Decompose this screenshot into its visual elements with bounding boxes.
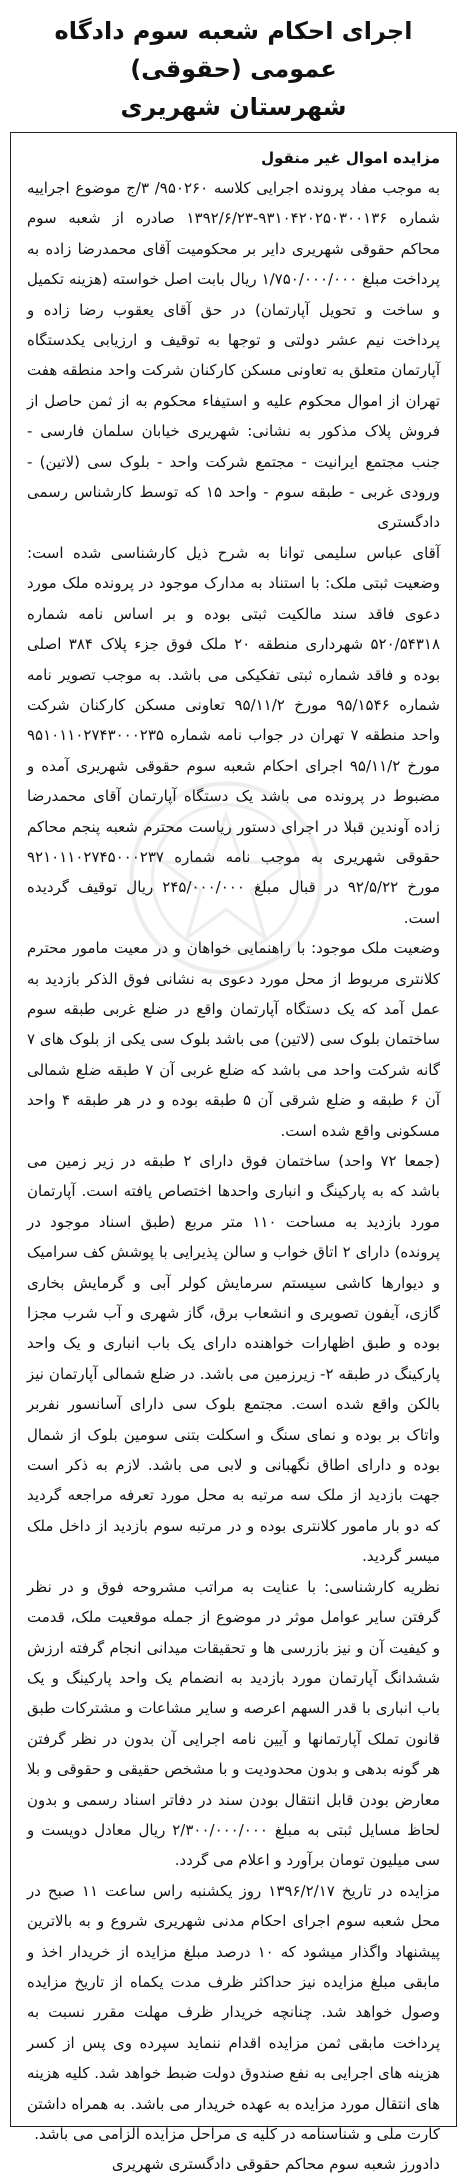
notice-paragraph-auction-terms: مزایده در تاریخ ۱۳۹۶/۲/۱۷ روز یکشنبه راس ساعت ۱۱ صبح در محل شعبه سوم اجرای احکام مدنی شهریری شروع و به بالاترین پیشنهاد واگذار میشود که ۱۰ درصد مبلغ مزایده از خریدار اخذ و مابقی مبلغ مزایده نیز حداکثر ظرف مدت یکماه از تاریخ مزایده وصول خواهد شد. چنانچه خریدار ظرف مهلت مقرر نسبت به پرداخت مابقی ثمن مزایده اقدام ننماید سپرده وی پس از کسر هزینه های اجرایی به نفع صندوق دولت ضبط خواهد شد. کلیه هزینه های انتقال مورد مزایده به عهده خریدار می باشد. به همراه داشتن کارت ملی و شناسنامه در کلیه ی مراحل مزایده الزامی می باشد. (27, 1881, 441, 2143)
notice-title: مزایده اموال غیر منقول (261, 149, 440, 167)
notice-paragraph-property-status: وضعیت ملک موجود: با راهنمایی خواهان و در معیت مامور محترم کلانتری مربوط از محل مورد دعوی به نشانی فوق الذکر بازدید به عمل آمد که یک دستگاه آپارتمان واقع در ضلع غربی طبقه سوم ساختمان بلوک سی (لاتین) می باشد بلوک سی یکی از بلوک های ۷ گانه شرکت واحد می باشد که ضلع غربی آن ۷ طبقه ضلع شمالی آن ۶ طبقه و ضلع شرقی آن ۵ طبقه بوده و در هر طبقه ۴ واحد مسکونی واقع شده است. (27, 939, 441, 1140)
notice-paragraph-intro: به موجب مفاد پرونده اجرایی کلاسه ۹۵۰۲۶۰/ ۳/ج موضوع اجراییه شماره ۹۳۱۰۴۲۰۲۵۰۳۰۰۱۳۶-۱۳۹۲/۶/۲۳ صادره از شعبه سوم محاکم حقوقی شهریری دایر بر محکومیت آقای محمدرضا زاده به پرداخت مبلغ ۱/۷۵۰/۰۰۰/۰۰۰ ریال بابت اصل خواسته (هزینه تکمیل و ساخت و تحویل آپارتمان) در حق آقای یعقوب رضا زاده و پرداخت نیم عشر دولتی و توجها به توقیف و ارزیابی یکدستگاه آپارتمان متعلق به تعاونی مسکن کارکنان شرکت واحد منطقه هفت تهران از اموال محکوم علیه و استیفاء محکوم به از ثمن حاصل از فروش پلاک مذکور به نشانی: شهریری خیابان سلمان فارسی - جنب مجتمع ایرانیت - مجتمع شرکت واحد - بلوک سی (لاتین) - ورودی غربی - طبقه سوم - واحد ۱۵ که توسط کارشناس رسمی دادگستری (27, 179, 440, 532)
notice-paragraph-registration: آقای عباس سلیمی توانا به شرح ذیل کارشناسی شده است: وضعیت ثبتی ملک: با استناد به مدارک موجود در پرونده ملک مورد دعوی فاقد سند مالکیت ثبتی بوده و بر اساس نامه شماره ۵۲۰/۵۴۳۱۸ شهرداری منطقه ۲۰ ملک فوق جزء پلاک ۳۸۴ اصلی بوده و فاقد شماره ثبتی تفکیکی می باشد. به موجب تصویر نامه شماره ۹۵/۱۵۴۶ مورخ ۹۵/۱۱/۲ تعاونی مسکن کارکنان شرکت واحد منطقه ۷ تهران در جواب نامه شماره ۹۵۱۰۱۱۰۲۷۴۳۰۰۰۲۳۵ مورخ ۹۵/۱۱/۲ اجرای احکام شعبه سوم حقوقی شهریری آمده و مضبوط در پرونده می باشد یک دستگاه آپارتمان آقای محمدرضا زاده آوندین قبلا در اجرای دستور ریاست محترم شعبه پنجم محاکم حقوقی شهریری به موجب نامه شماره ۹۲۱۰۱۱۰۲۷۴۵۰۰۰۲۳۷ مورخ ۹۲/۵/۲۲ در قبال مبلغ ۲۴۵/۰۰۰/۰۰۰ ریال توقیف گردیده است. (27, 543, 441, 927)
header-title-line-1: اجرای احکام شعبه سوم دادگاه عمومی (حقوقی) (54, 17, 413, 83)
notice-paragraph-expert-opinion: نظریه کارشناسی: با عنایت به مراتب مشروحه فوق و در نظر گرفتن سایر عوامل موثر در موضوع از جمله موقعیت ملک، قدمت و کیفیت آن و نیز بازرسی ها و تحقیقات میدانی انجام گرفته ارزش ششدانگ آپارتمان مورد بازدید به انضمام یک واحد پارکینگ و یک باب انباری با قدر السهم اعرصه و سایر مشاعات و مشترکات طبق قانون تملک آپارتمانها و آیین نامه اجرایی آن بدون در نظر گرفتن هر گونه بدهی و بدون محدودیت و با مشخص حقیقی و حقوقی و بلا معارض بودن قابل انتقال بودن سند در دفاتر اسناد رسمی و بدون لحاظ مسایل ثبتی به مبلغ ۲/۳۰۰/۰۰۰/۰۰۰ ریال معادل دویست و سی میلیون تومان برآورد و اعلام می گردد. (27, 1577, 440, 1870)
header-title-line-2: شهرستان شهریری (120, 93, 347, 121)
notice-frame (10, 132, 457, 2174)
notice-signature: دادورز شعبه سوم محاکم حقوقی دادگستری شهریری (111, 2155, 440, 2174)
notice-header (10, 12, 457, 126)
notice-paragraph-building-details: (جمعا ۷۲ واحد) ساختمان فوق دارای ۲ طبقه در زیر زمین می باشد که به پارکینگ و انباری واحدها اختصاص یافته است. آپارتمان مورد بازدید به مساحت ۱۱۰ متر مربع (طبق اسناد موجود در پرونده) دارای ۲ اتاق خواب و سالن پذیرایی با پوشش کف سرامیک و دیوارها کاشی سیستم سرمایش کولر آبی و گرمایش بخاری گازی، آیفون تصویری و انشعاب برق، گاز شهری و آب شرب مجزا بوده و طبق اظهارات خواهنده دارای یک باب انباری و یک واحد پارکینگ در طبقه ۲- زیرزمین می باشد. در ضلع شمالی آپارتمان نیز بالکن واقع شده است. مجتمع بلوک سی دارای آسانسور نفربر واتاک بر بوده و نمای سنگ و اسکلت بتنی سومین بلوک از شمال بوده و دارای اطاق نگهبانی و لابی می باشد. لازم به ذکر است جهت بازدید از ملک سه مرتبه به محل مورد تعرفه مراجعه گردید که دو بار مامور کلانتری بوده و در مرتبه سوم بازدید از داخل ملک میسر گردید. (27, 1152, 440, 1566)
